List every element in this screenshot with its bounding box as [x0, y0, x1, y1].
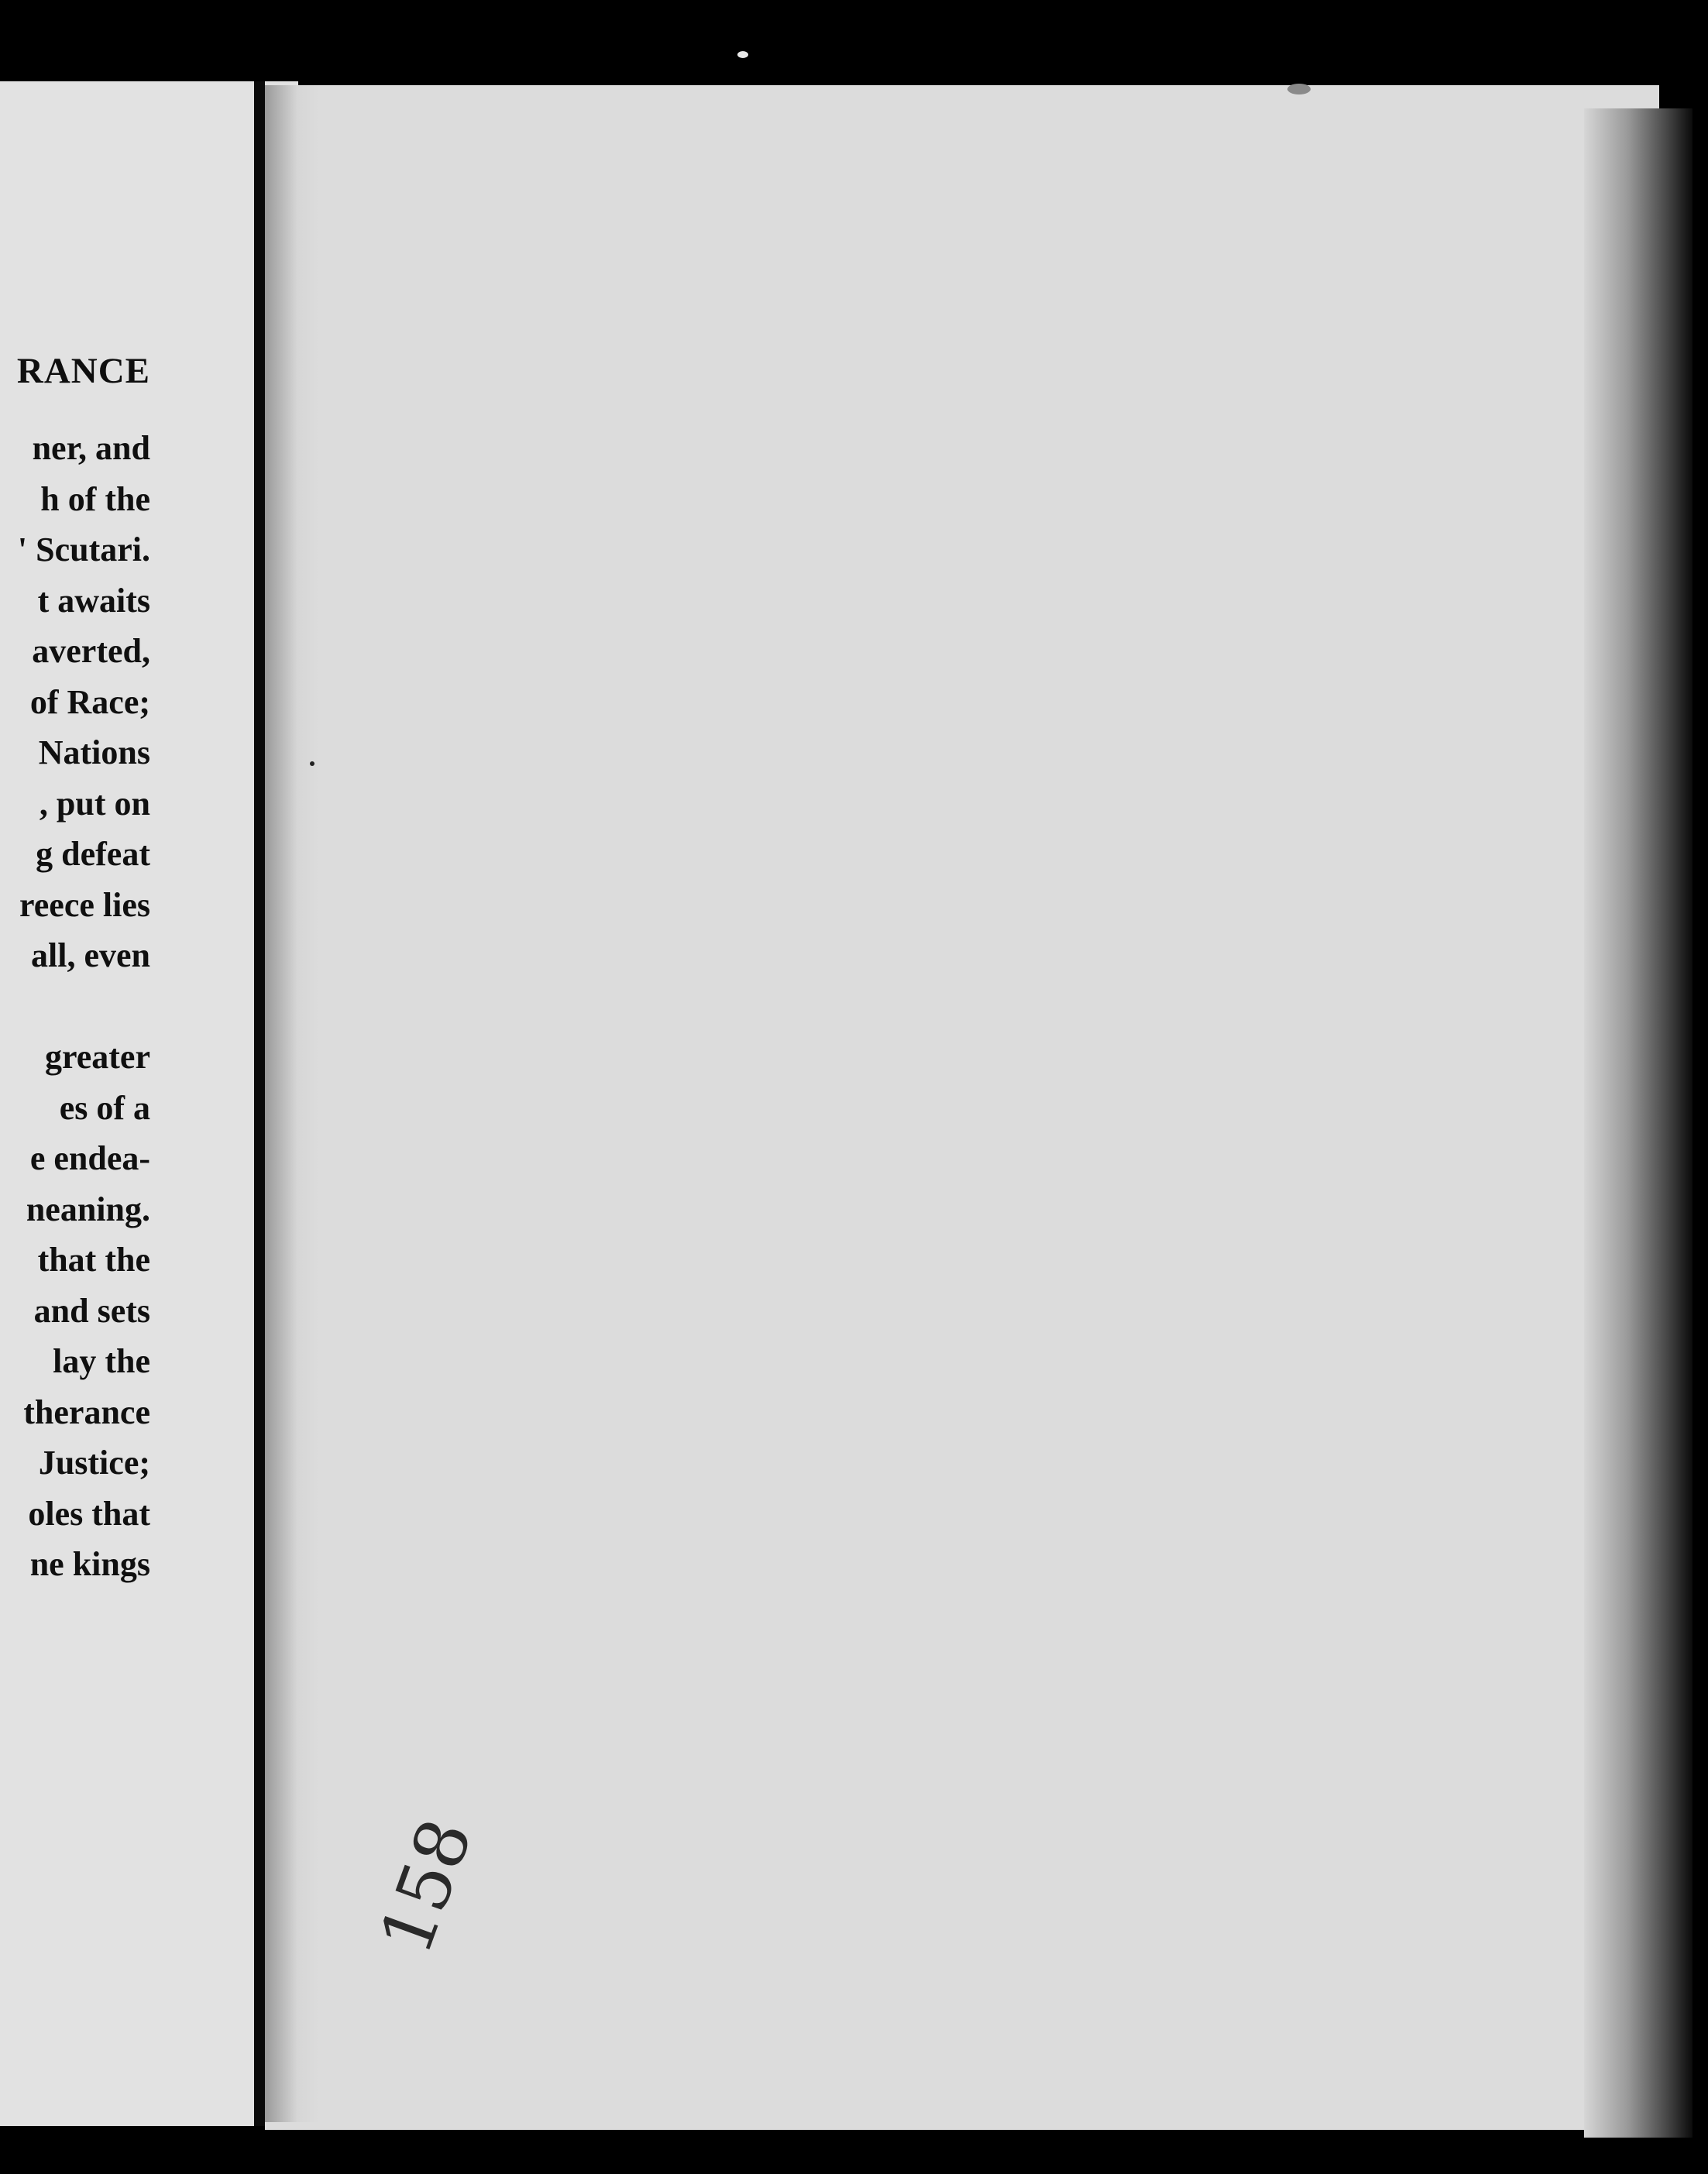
right-page-edge-shadow: [1584, 108, 1693, 2138]
text-line: therance: [23, 1393, 150, 1431]
text-line: lay the: [53, 1342, 150, 1380]
text-line: Justice;: [38, 1444, 150, 1482]
text-line: e endea-: [29, 1139, 150, 1177]
text-line: and sets: [33, 1291, 150, 1330]
text-line: of Race;: [29, 682, 150, 721]
text-line: all, even: [31, 936, 150, 974]
text-line: Nations: [38, 733, 150, 771]
running-head: RANCE: [16, 351, 150, 391]
text-line: neaning.: [26, 1190, 150, 1228]
text-line: averted,: [32, 632, 150, 670]
page-gutter: [254, 81, 265, 2126]
text-line: g defeat: [36, 835, 150, 873]
text-line: , put on: [39, 784, 150, 823]
text-line: h of the: [40, 479, 150, 518]
text-line: es of a: [59, 1088, 150, 1127]
gutter-shadow: [265, 85, 319, 2122]
dust-speck: [1287, 84, 1311, 94]
text-line: that the: [37, 1241, 150, 1279]
text-line: ne kings: [29, 1545, 150, 1583]
text-line: t awaits: [37, 581, 150, 620]
text-line: ' Scutari.: [17, 531, 150, 568]
right-page-blank: [265, 85, 1659, 2130]
text-line: greater: [45, 1038, 150, 1076]
text-line: oles that: [28, 1494, 150, 1533]
dust-speck: [737, 51, 748, 58]
text-line: reece lies: [19, 885, 150, 924]
text-line: ner, and: [32, 429, 150, 467]
handwritten-page-number: 158: [364, 1808, 489, 1965]
dust-speck: [310, 761, 314, 766]
